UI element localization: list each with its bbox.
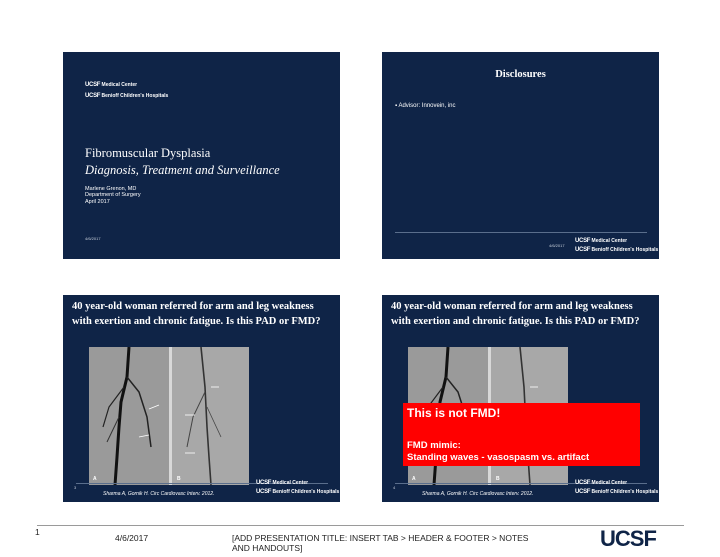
slide-2-disclosures[interactable] [382, 52, 659, 259]
slide-4-number: 4 [393, 485, 396, 490]
ucsf-medical-center-logo: UCSF Medical Center [256, 480, 309, 486]
slide-1-date: 4/6/2017 [85, 236, 101, 241]
slide-2-divider [395, 232, 647, 233]
ucsf-benioff-logo: UCSF Benioff Children's Hospitals [575, 247, 659, 253]
slide-3-citation: Sharma A, Gornik H. Circ Cardiovasc Interv. 2012. [103, 491, 215, 497]
slide-4-case[interactable] [382, 295, 659, 502]
slide-1-heading: Fibromuscular Dysplasia [85, 146, 211, 160]
slide-2-heading: Disclosures [495, 69, 546, 80]
slide-1-author: Marlene Grenon, MD Department of Surgery April 2017 [85, 186, 141, 205]
slide-2-date: 4/6/2017 [549, 243, 565, 248]
footer-presentation-title: [ADD PRESENTATION TITLE: INSERT TAB > HEADER & FOOTER > NOTES AND HANDOUTS] [232, 533, 529, 553]
footer-divider [37, 525, 684, 526]
slide-3-case[interactable] [63, 295, 340, 502]
ucsf-benioff-logo: UCSF Benioff Children's Hospitals [575, 489, 659, 495]
footer-date: 4/6/2017 [115, 533, 149, 543]
slide-1-title[interactable] [63, 52, 340, 259]
ucsf-benioff-logo: UCSF Benioff Children's Hospitals [85, 93, 169, 99]
ucsf-medical-center-logo: UCSF Medical Center [575, 238, 628, 244]
fmd-mimic-callout [403, 403, 640, 466]
ucsf-logo: UCSF [600, 526, 656, 551]
disclosure-bullet: ▪ Advisor: Innovein, inc [395, 103, 456, 109]
slide-4-citation: Sharma A, Gornik H. Circ Cardiovasc Interv. 2012. [422, 491, 534, 497]
callout-line-1: FMD mimic: [407, 440, 461, 451]
panel-divider [169, 347, 172, 485]
callout-title: This is not FMD! [407, 406, 501, 420]
panel-b-label: B [177, 476, 181, 482]
callout-line-2: Standing waves - vasospasm vs. artifact [407, 452, 590, 463]
slide-1-subheading: Diagnosis, Treatment and Surveillance [85, 163, 280, 177]
ucsf-medical-center-logo: UCSF Medical Center [575, 480, 628, 486]
slide-3-number: 3 [74, 485, 77, 490]
ucsf-benioff-logo: UCSF Benioff Children's Hospitals [256, 489, 340, 495]
page-number: 1 [35, 527, 40, 537]
panel-a-label: A [412, 476, 416, 482]
panel-b-label: B [496, 476, 500, 482]
angiogram-image [89, 347, 249, 485]
slide-3-heading: 40 year-old woman referred for arm and leg weakness with exertion and chronic fatigue. Is this PAD or FMD? [72, 301, 321, 327]
ucsf-medical-center-logo: UCSF Medical Center [85, 82, 138, 88]
panel-a-label: A [93, 476, 97, 482]
slide-4-heading: 40 year-old woman referred for arm and leg weakness with exertion and chronic fatigue. Is this PAD or FMD? [391, 301, 640, 327]
